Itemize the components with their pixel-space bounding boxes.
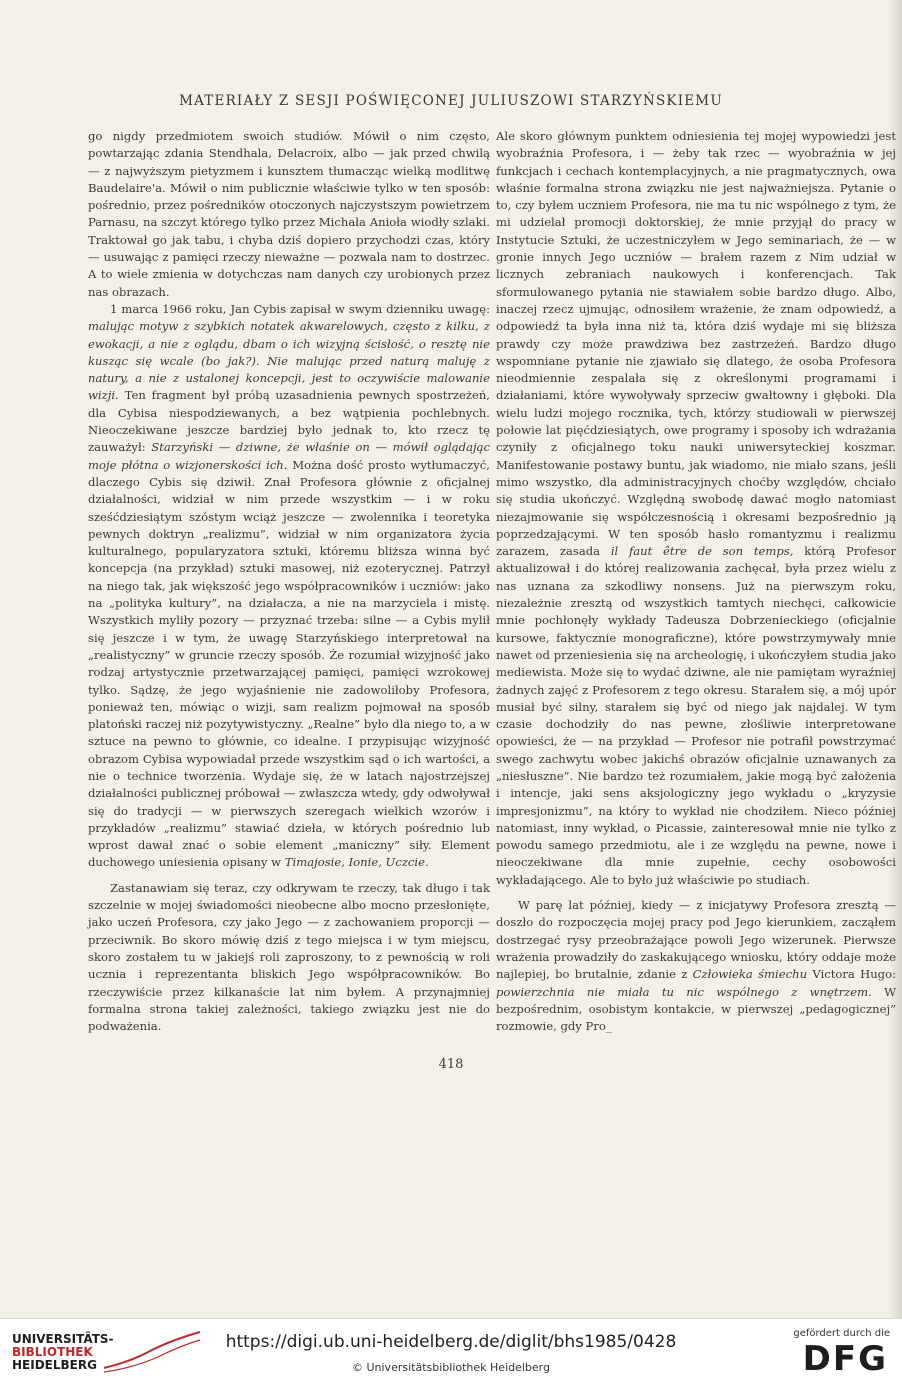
citation-link[interactable]: https://digi.ub.uni-heidelberg.de/diglit/bhs1985/0428 [225, 1332, 677, 1352]
sponsor-label: gefördert durch die [793, 1328, 890, 1339]
italic-quote: Człowieka śmiechu [692, 967, 808, 982]
italic-quote: Starzyński — dziwne, że właśnie on — mówił oglądając moje płótna o wizjonerskości ich. [88, 440, 490, 472]
viewer-footer [0, 1318, 902, 1384]
italic-quote: powierzchnia nie miała tu nic wspólnego z wnętrzem. [496, 984, 872, 999]
paragraph [88, 880, 490, 1036]
text-run: W bezpośrednim, osobistym kontakcie, w pierwszej „pedagogicznej” rozmowie, gdy Pro_ [496, 984, 896, 1034]
running-header: MATERIAŁY Z SESJI POŚWIĘCONEJ JULIUSZOWI STARZYŃSKIEMU [179, 93, 723, 109]
text-run: Można dość prosto wytłumaczyć, dlaczego Cybis się dziwił. Znał Profesora głównie z oficjalnej działalności, widział w nim przede wszystkim — i w roku sześćdziesiątym szóstym wciąż jeszcze — zwolennika i teoretyka pewnych doktryn „realizmu”, widział w nim organizatora życia kulturalnego, popularyzatora sztuki, któremu bliższa winna być koncepcja (na przykład) sztuki masowej, niż ezoterycznej. Patrzył na niego tak, jak większość jego współpracowników i uczniów: jako na „polityka kultury”, na działacza, a nie na marzyciela i mistę. Wszystkich myliły pozory — przyznać trzeba: silne — a Cybis mylił się jeszcze i w tym, że uwagę Starzyńskiego interpretował na „realistyczny” w gruncie rzeczy sposób. Że rozumiał wizyjność jako rodzaj artystycznie przetwarzającej pamięci, pamięci wzrokowej tylko. Sądzę, że jego wyjaśnienie nie zadowoliłoby Profesora, ponieważ ten, mówiąc o wizji, sam realizm pojmował na sposób platoński raczej niż pozytywistyczny. „Realne” było dla niego to, a w sztuce na pewno to głównie, co idealne. I przypisując wizyjność obrazom Cybisa wypowiadał przede wszystkim sąd o ich wartości, a nie o technice tworzenia. Wydaje się, że w latach najostrzejszej działalności publicznej próbował — zwłaszcza wtedy, gdy odwoływał się do tradycji — w pierwszych szeregach wielkich wzorów i przykładów „realizmu” stawiać dzieła, w których pośrednio lub wprost dawał znać o sobie element „maniczny” siły. Element duchowego uniesienia opisany w [88, 457, 490, 870]
text-run: Victora Hugo: [807, 967, 896, 982]
paragraph [88, 301, 490, 872]
text-run: 1 marca 1966 roku, Jan Cybis zapisał w swym dzienniku uwagę: [110, 301, 490, 316]
text-run: Zastanawiam się teraz, czy odkrywam te rzeczy, tak długo i tak szczelnie w mojej świadomości nieobecne albo mocno przesłonięte, jako uczeń Profesora, czy jako Jego — z zachowaniem proporcji — przeciwnik. Bo skoro mówię dziś z tego miejsca i w tym miejscu, skoro zostałem tu w jakiejś roli zaproszony, to z pewnością w roli ucznia i reprezentanta bliskich Jego współpracowników. Bo rzeczywiście przez kilkanaście lat nim byłem. A przynajmniej formalna strona takiej zależności, takiego związku jest nie do podważenia. [88, 880, 490, 1034]
italic-quote: malując motyw z szybkich notatek akwarelowych, często z kilku, z ewokacji, a nie z oglądu, dbam o ich wizyjną ścisłość, o resztę nie kusząc się wcale (bo jak?). Nie malując przed naturą maluję z natury, a nie z ustalonej koncepcji, jest to oczywiście malowanie wizji. [88, 319, 490, 403]
italic-quote: Timajosie, Ionie, Uczcie. [284, 855, 429, 870]
logo-line-2: BIBLIOTHEK [12, 1345, 93, 1359]
text-run: Ten fragment był próbą uzasadnienia pewnych spostrzeżeń, dla Cybisa niespodziewanych, a bez wątpienia pochlebnych. Nieoczekiwane jeszcze bardziej było jednak to, kto rzecz tę zauważył: [88, 388, 490, 455]
text-run: Ale skoro głównym punktem odniesienia tej mojej wypowiedzi jest wyobraźnia Profesora, i — żeby tak rzec — wyobraźnia w jej funkcjach i cechach kontemplacyjnych, a nie pragmatycznych, owa właśnie formalna strona związku nie jest najważniejsza. Pytanie o to, czy byłem uczniem Profesora, nie ma tu nic wspólnego z tym, że mi udzielał promocji doktorskiej, że mnie przyjął do pracy w Instytucie Sztuki, że uczestniczyłem w Jego seminariach, że — w gronie innych Jego uczniów — brałem razem z Nim udział w licznych zebraniach naukowych i konferencjach. Tak sformułowanego pytania nie stawiałem sobie bardzo długo. Albo, inaczej rzecz ujmując, odnosiłem wrażenie, że znam odpowiedź, a odpowiedź ta była inna niż ta, która dziś wydaje mi się bliższa prawdy czy może prawdziwa bez zastrzeżeń. Bardzo długo wspomniane pytanie nie zjawiało się dlatego, że osoba Profesora nieodmiennie zespalała się z określonymi programami i działaniami, które wywoływały sprzeciw gwałtowny i głęboki. Dla wielu ludzi mojego rocznika, tych, którzy studiowali w pierwszej połowie lat pięćdziesiątych, owe programy i sposoby ich wdrażania czyniły z oficjalnego toku nauki uniwersyteckiej koszmar. Manifestowanie postawy buntu, jak wiadomo, nie miało szans, jeśli mimo wszystko, dla administracyjnych choćby względów, chciało się studia ukończyć. Względną swobodę dawać mogło natomiast niezajmowanie się współczesnością i okresami bezpośrednio ją poprzedzającymi. W ten sposób hasło romantyzmu i realizmu zarazem, zasada [496, 129, 896, 559]
italic-quote: il faut être de son temps, [610, 544, 794, 559]
paragraph [88, 128, 490, 301]
right-text-column [496, 128, 896, 1035]
paragraph [496, 897, 896, 1035]
logo-line-3: HEIDELBERG [12, 1358, 97, 1372]
logo-line-1: UNIVERSITÄTS- [12, 1332, 114, 1346]
left-text-column [88, 128, 490, 1035]
text-run: W parę lat później, kiedy — z inicjatywy Profesora zresztą — doszło do rozpoczęcia mojej pracy pod Jego kierunkiem, zacząłem dostrzegać rysy przeobrażające powoli Jego wizerunek. Pierwsze wrażenia prowadziły do zaskakującego wniosku, który oddaje może najlepiej, bo brutalnie, zdanie z [496, 898, 896, 982]
paragraph [496, 128, 896, 889]
page-number: 418 [438, 1057, 464, 1072]
text-run: go nigdy przedmiotem swoich studiów. Mówił o nim często, powtarzając zdania Stendhala, Delacroix, albo — jak przed chwilą — z najwyższym pietyzmem i kunsztem tłumacząc wielką modlitwę Baudelaire'a. Mówił o nim publicznie właściwie tylko w ten sposób: pośrednio, przez pośredników otoczonych najczystszym powietrzem Parnasu, na szczyt którego tylko przez Michała Anioła wiodły szlaki. Traktował go jak tabu, i chyba dziś dopiero przychodzi czas, który — usuwając z pamięci rzeczy nieważne — pozwala nam to dostrzec. A to wiele zmienia w dotychczas nam danych czy urobionych przez nas obrazach. [88, 129, 490, 299]
dfg-logo[interactable]: DFG [802, 1339, 888, 1379]
copyright-text: © Universitätsbibliothek Heidelberg [351, 1361, 550, 1374]
text-run: którą Profesor aktualizował i do której realizowania zachęcał, była przez wielu z nas uznana za szkodliwy nonsens. Już na pierwszym roku, niezależnie zresztą od wszystkich tamtych niechęci, całkowicie mnie pochłonęły wykłady Tadeusza Dobrzenieckiego (oficjalnie kursowe, faktycznie monograficzne), które powstrzymywały mnie nawet od przeniesienia się na archeologię, i ukończyłem studia jako mediewista. Może się to wydać dziwne, ale nie pamiętam wyraźniej żadnych zajęć z Profesorem z tego okresu. Starałem się, a mój upór musiał być silny, starałem się być od niego jak najdalej. W tym czasie dochodziły do nas pewne, złośliwie interpretowane opowieści, że — na przykład — Profesor nie potrafił powstrzymać swego zachwytu wobec jakichś obrazów oficjalnie uznawanych za „niesłuszne”. Nie bardzo też rozumiałem, jakie mogą być założenia i intencje, jaki sens aksjologiczny jego wykładu o „kryzysie impresjonizmu”, na który to wykład nie chodziłem. Nieco później natomiast, inny wykład, o Picassie, zainteresował mnie nie tylko z powodu samego przedmiotu, ale i ze względu na pewne, nowe i nieoczekiwane dla mnie zupełnie, cechy osobowości wykładającego. Ale to było już właściwie po studiach. [496, 544, 896, 887]
